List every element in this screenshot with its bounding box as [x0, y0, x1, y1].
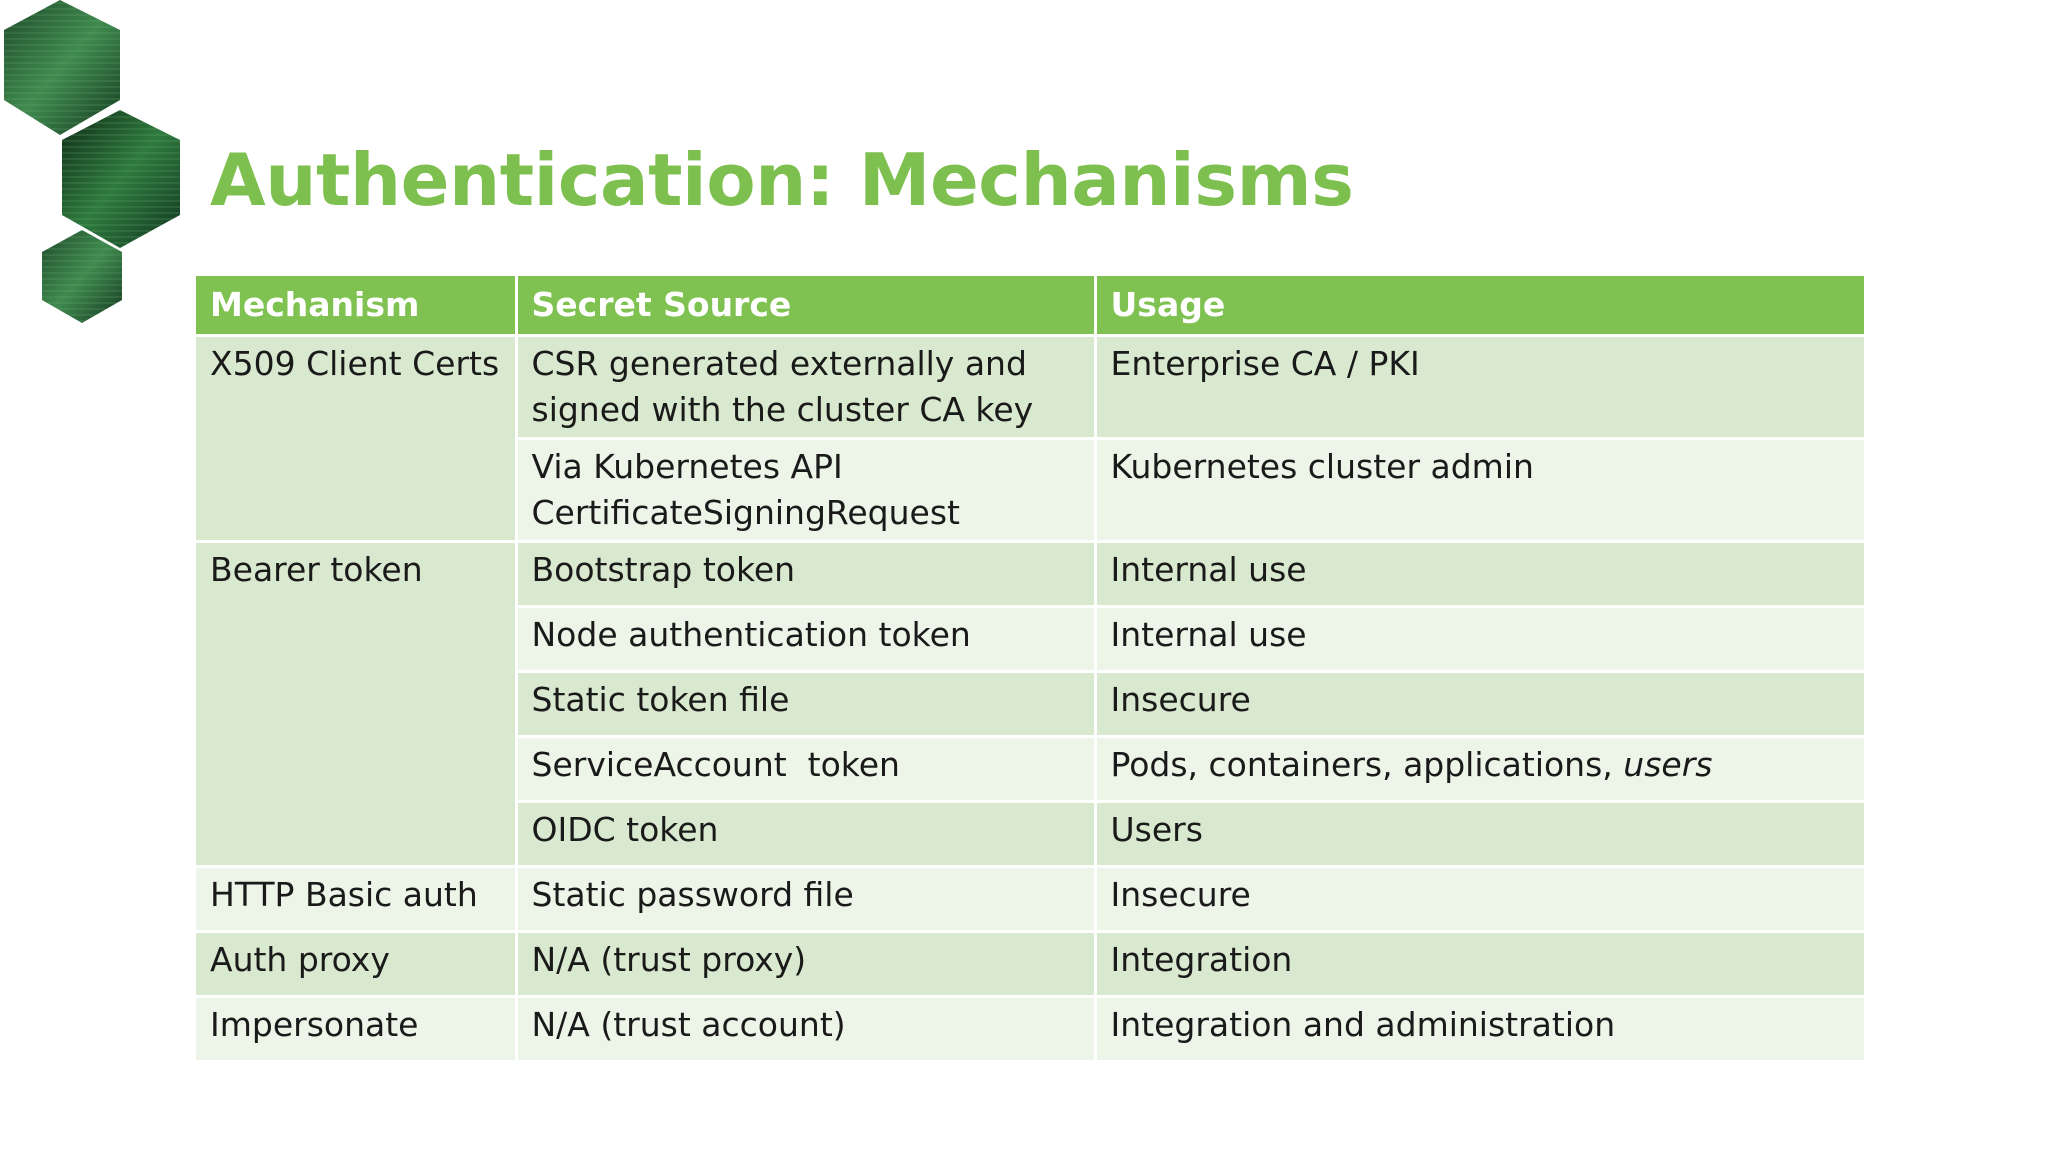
- table-row: [196, 542, 1864, 607]
- secret-source-cell: ServiceAccount token: [516, 737, 1095, 802]
- mechanism-cell: X509 Client Certs: [196, 336, 516, 542]
- column-header-mechanism: Mechanism: [196, 276, 516, 336]
- table-row: [196, 336, 1864, 439]
- column-header-usage: Usage: [1095, 276, 1864, 336]
- secret-source-cell: N/A (trust account): [516, 997, 1095, 1062]
- mechanisms-table: [196, 276, 1864, 1063]
- usage-italic-text: users: [1623, 745, 1713, 784]
- table-row: [196, 932, 1864, 997]
- table-row: [196, 997, 1864, 1062]
- usage-cell: Integration: [1095, 932, 1864, 997]
- secret-source-cell: Via Kubernetes API CertificateSigningRequest: [516, 439, 1095, 542]
- usage-cell: Internal use: [1095, 542, 1864, 607]
- usage-cell: Users: [1095, 802, 1864, 867]
- column-header-secret-source: Secret Source: [516, 276, 1095, 336]
- mechanism-cell: Bearer token: [196, 542, 516, 867]
- hexagon-decoration-icon: [0, 0, 190, 330]
- usage-cell: Enterprise CA / PKI: [1095, 336, 1864, 439]
- usage-cell: Insecure: [1095, 867, 1864, 932]
- secret-source-cell: CSR generated externally and signed with the cluster CA key: [516, 336, 1095, 439]
- usage-cell: Insecure: [1095, 672, 1864, 737]
- usage-cell: Integration and administration: [1095, 997, 1864, 1062]
- secret-source-cell: Node authentication token: [516, 607, 1095, 672]
- table-row: [196, 867, 1864, 932]
- mechanism-cell: HTTP Basic auth: [196, 867, 516, 932]
- secret-source-cell: OIDC token: [516, 802, 1095, 867]
- secret-source-cell: N/A (trust proxy): [516, 932, 1095, 997]
- mechanism-cell: Impersonate: [196, 997, 516, 1062]
- secret-source-cell: Static password file: [516, 867, 1095, 932]
- usage-text: Pods, containers, applications,: [1110, 745, 1624, 784]
- table-header-row: [196, 276, 1864, 336]
- secret-source-cell: Bootstrap token: [516, 542, 1095, 607]
- usage-cell: Internal use: [1095, 607, 1864, 672]
- slide-title: Authentication: Mechanisms: [210, 138, 1354, 222]
- usage-cell: Kubernetes cluster admin: [1095, 439, 1864, 542]
- mechanism-cell: Auth proxy: [196, 932, 516, 997]
- secret-source-cell: Static token file: [516, 672, 1095, 737]
- usage-cell: [1095, 737, 1864, 802]
